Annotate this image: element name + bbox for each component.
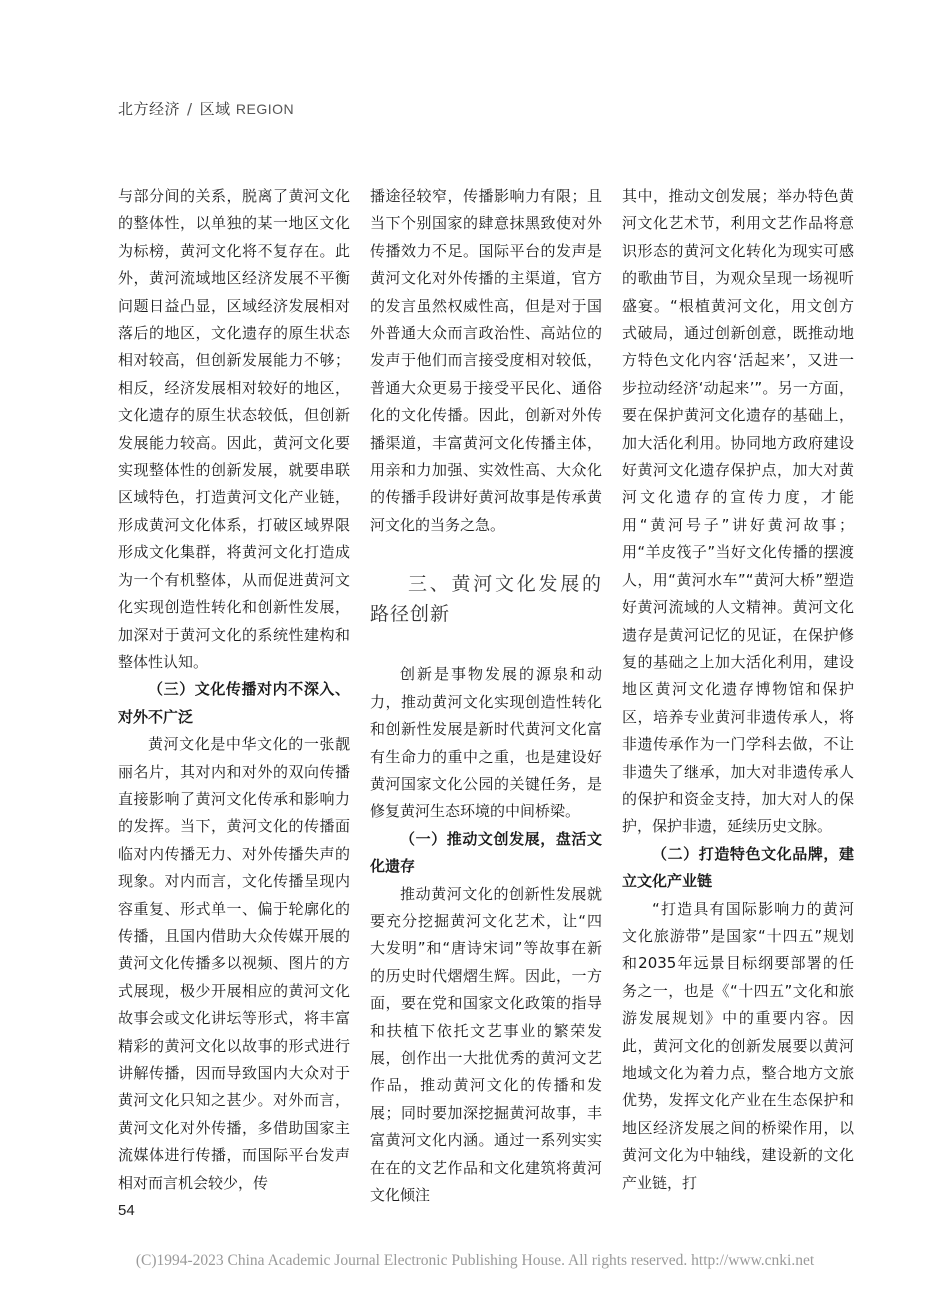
journal-name: 北方经济 — [118, 100, 181, 118]
subsection-heading-1: （一）推动文创发展，盘活文化遗存 — [370, 829, 602, 876]
paragraph: 推动黄河文化的创新性发展就要充分挖掘黄河文化艺术，让“四大发明”和“唐诗宋词”等故事在新的历史时代熠熠生辉。因此，一方面，要在党和国家文化政策的指导和扶植下依托文艺事业的繁荣发展，创作出一大批优秀的黄河文艺作品，推动黄河文化的传播和发展；同时要加深挖掘黄河故事，丰富黄河文化内涵。通过一系列实实在在的文艺作品和文化建筑将黄河文化倾注 — [370, 884, 602, 1204]
paragraph: 其中，推动文创发展；举办特色黄河文化艺术节，利用文艺作品将意识形态的黄河文化转化为现实可感的歌曲节目，为观众呈现一场视听盛宴。“根植黄河文化，用文创方式破局，通过创新创意，既推动地方特色文化内容‘活起来’，又进一步拉动经济‘动起来’”。另一方面，要在保护黄河文化遗存的基础上，加大活化利用。协同地方政府建设好黄河文化遗存保护点，加大对黄河文化遗存的宣传力度，才能用“黄河号子”讲好黄河故事；用“羊皮筏子”当好文化传播的摆渡人，用“黄河水车”“黄河大桥”塑造好黄河流域的人文精神。黄河文化遗存是黄河记忆的见证，在保护修复的基础之上加大活化利用，建设地区黄河文化遗存博物馆和保护区，培养专业黄河非遗传承人，将非遗传承作为一门学科去做，不让非遗失了继承，加大对非遗传承人的保护和资金支持，加大对人的保护，保护非遗，延续历史文脉。 — [622, 187, 854, 836]
page-number: 54 — [118, 1202, 135, 1219]
paragraph: 黄河文化是中华文化的一张靓丽名片，其对内和对外的双向传播直接影响了黄河文化传承和影响力的发挥。当下，黄河文化的传播面临对内传播无力、对外传播失声的现象。对内而言，文化传播呈现内容重复、形式单一、偏于轮廓化的传播，且国内借助大众传媒开展的黄河文化传播多以视频、图片的方式展现，极少开展相应的黄河文化故事会或文化讲坛等形式，将丰富精彩的黄河文化以故事的形式进行讲解传播，因而导致国内大众对于黄河文化只知之甚少。对外而言，黄河文化对外传播，多借助国家主流媒体进行传播，而国际平台发声相对而言机会较少，传 — [118, 735, 350, 1192]
section-name: 区域 — [199, 100, 231, 118]
paragraph: 与部分间的关系，脱离了黄河文化的整体性，以单独的某一地区文化为标榜，黄河文化将不复存在。此外，黄河流域地区经济发展不平衡问题日益凸显，区域经济发展相对落后的地区，文化遗存的原生状态相对较高，但创新发展能力不够；相反，经济发展相对较好的地区，文化遗存的原生状态较低，但创新发展能力较高。因此，黄河文化要实现整体性的创新发展，就要串联区域特色，打造黄河文化产业链，形成黄河文化体系，打破区域界限形成文化集群，将黄河文化打造成为一个有机整体，从而促进黄河文化实现创造性转化和创新性发展，加深对于黄河文化的系统性建构和整体性认知。 — [118, 187, 350, 671]
copyright-footer: (C)1994-2023 China Academic Journal Electronic Publishing House. All rights reserved. http://www.cnki.net — [135, 1252, 815, 1269]
column-1 — [118, 183, 350, 1197]
paragraph: “打造具有国际影响力的黄河文化旅游带”是国家“十四五”规划和2035年远景目标纲要部署的任务之一，也是《“十四五”文化和旅游发展规划》中的重要内容。因此，黄河文化的创新发展要以黄河地域文化为着力点，整合地方文旅优势，发挥文化产业在生态保护和地区经济发展之间的桥梁作用，以黄河文化为中轴线，建设新的文化产业链，打 — [622, 899, 854, 1192]
paragraph: 播途径较窄，传播影响力有限；且当下个别国家的肆意抹黑致使对外传播效力不足。国际平台的发声是黄河文化对外传播的主渠道，官方的发言虽然权威性高，但是对于国外普通大众而言政治性、高站位的发声于他们而言接受度相对较低，普通大众更易于接受平民化、通俗化的文化传播。因此，创新对外传播渠道，丰富黄河文化传播主体，用亲和力加强、实效性高、大众化的传播手段讲好黄河故事是传承黄河文化的当务之急。 — [370, 187, 602, 534]
section-name-en: REGION — [235, 101, 295, 117]
header-separator: / — [187, 100, 193, 118]
column-2 — [370, 183, 602, 1209]
subsection-heading-2: （二）打造特色文化品牌，建立文化产业链 — [622, 844, 854, 891]
column-3 — [622, 183, 854, 1197]
paragraph: 创新是事物发展的源泉和动力，推动黄河文化实现创造性转化和创新性发展是新时代黄河文化富有生命力的重中之重，也是建设好黄河国家文化公园的关键任务，是修复黄河生态环境的中间桥梁。 — [370, 665, 602, 821]
subsection-heading-3: （三）文化传播对内不深入、对外不广泛 — [118, 680, 350, 726]
section-heading-3: 三、黄河文化发展的路径创新 — [370, 573, 602, 626]
running-header — [118, 98, 294, 119]
